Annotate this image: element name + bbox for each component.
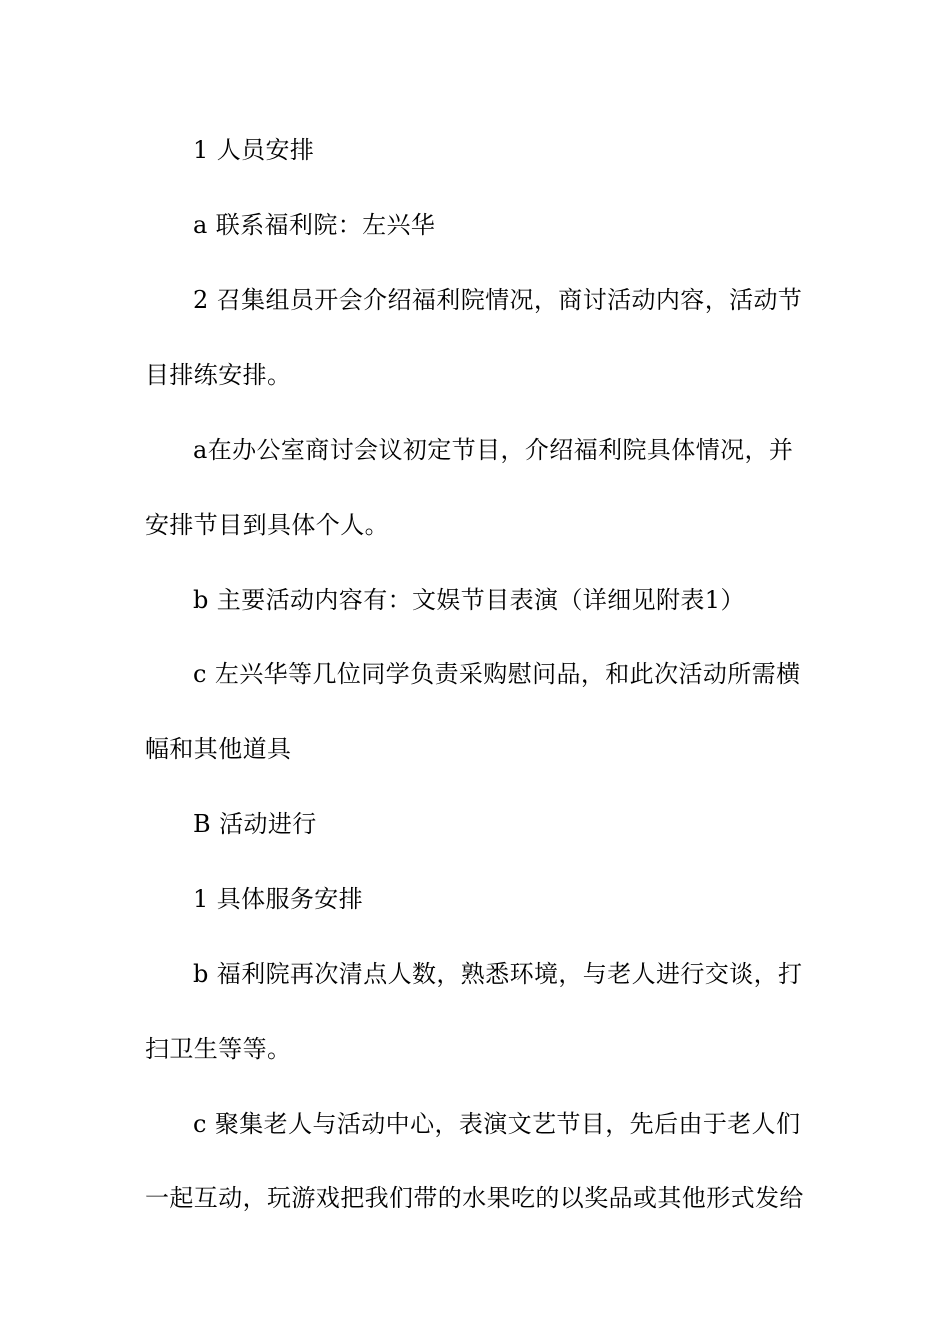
paragraph-line: a在办公室商讨会议初定节目，介绍福利院具体情况，并 bbox=[193, 436, 794, 464]
paragraph-line: a 联系福利院：左兴华 bbox=[193, 211, 436, 239]
heading-activity: B 活动进行 bbox=[193, 810, 317, 838]
paragraph-line: c 聚集老人与活动中心，表演文艺节目，先后由于老人们 bbox=[193, 1110, 801, 1138]
paragraph-line: 安排节目到具体个人。 bbox=[145, 511, 389, 539]
heading-staffing: 1 人员安排 bbox=[193, 136, 315, 164]
paragraph-line: c 左兴华等几位同学负责采购慰问品，和此次活动所需横 bbox=[193, 660, 801, 688]
paragraph-line: b 福利院再次清点人数，熟悉环境，与老人进行交谈，打 bbox=[193, 960, 803, 988]
paragraph-line: 扫卫生等等。 bbox=[145, 1035, 292, 1063]
paragraph-line: 2 召集组员开会介绍福利院情况，商讨活动内容，活动节 bbox=[193, 286, 803, 314]
paragraph-line: 一起互动，玩游戏把我们带的水果吃的以奖品或其他形式发给 bbox=[145, 1184, 804, 1212]
paragraph-line: b 主要活动内容有：文娱节目表演（详细见附表1） bbox=[193, 586, 745, 614]
heading-service-arrangement: 1 具体服务安排 bbox=[193, 885, 364, 913]
paragraph-line: 幅和其他道具 bbox=[145, 735, 292, 763]
paragraph-line: 目排练安排。 bbox=[145, 361, 292, 389]
